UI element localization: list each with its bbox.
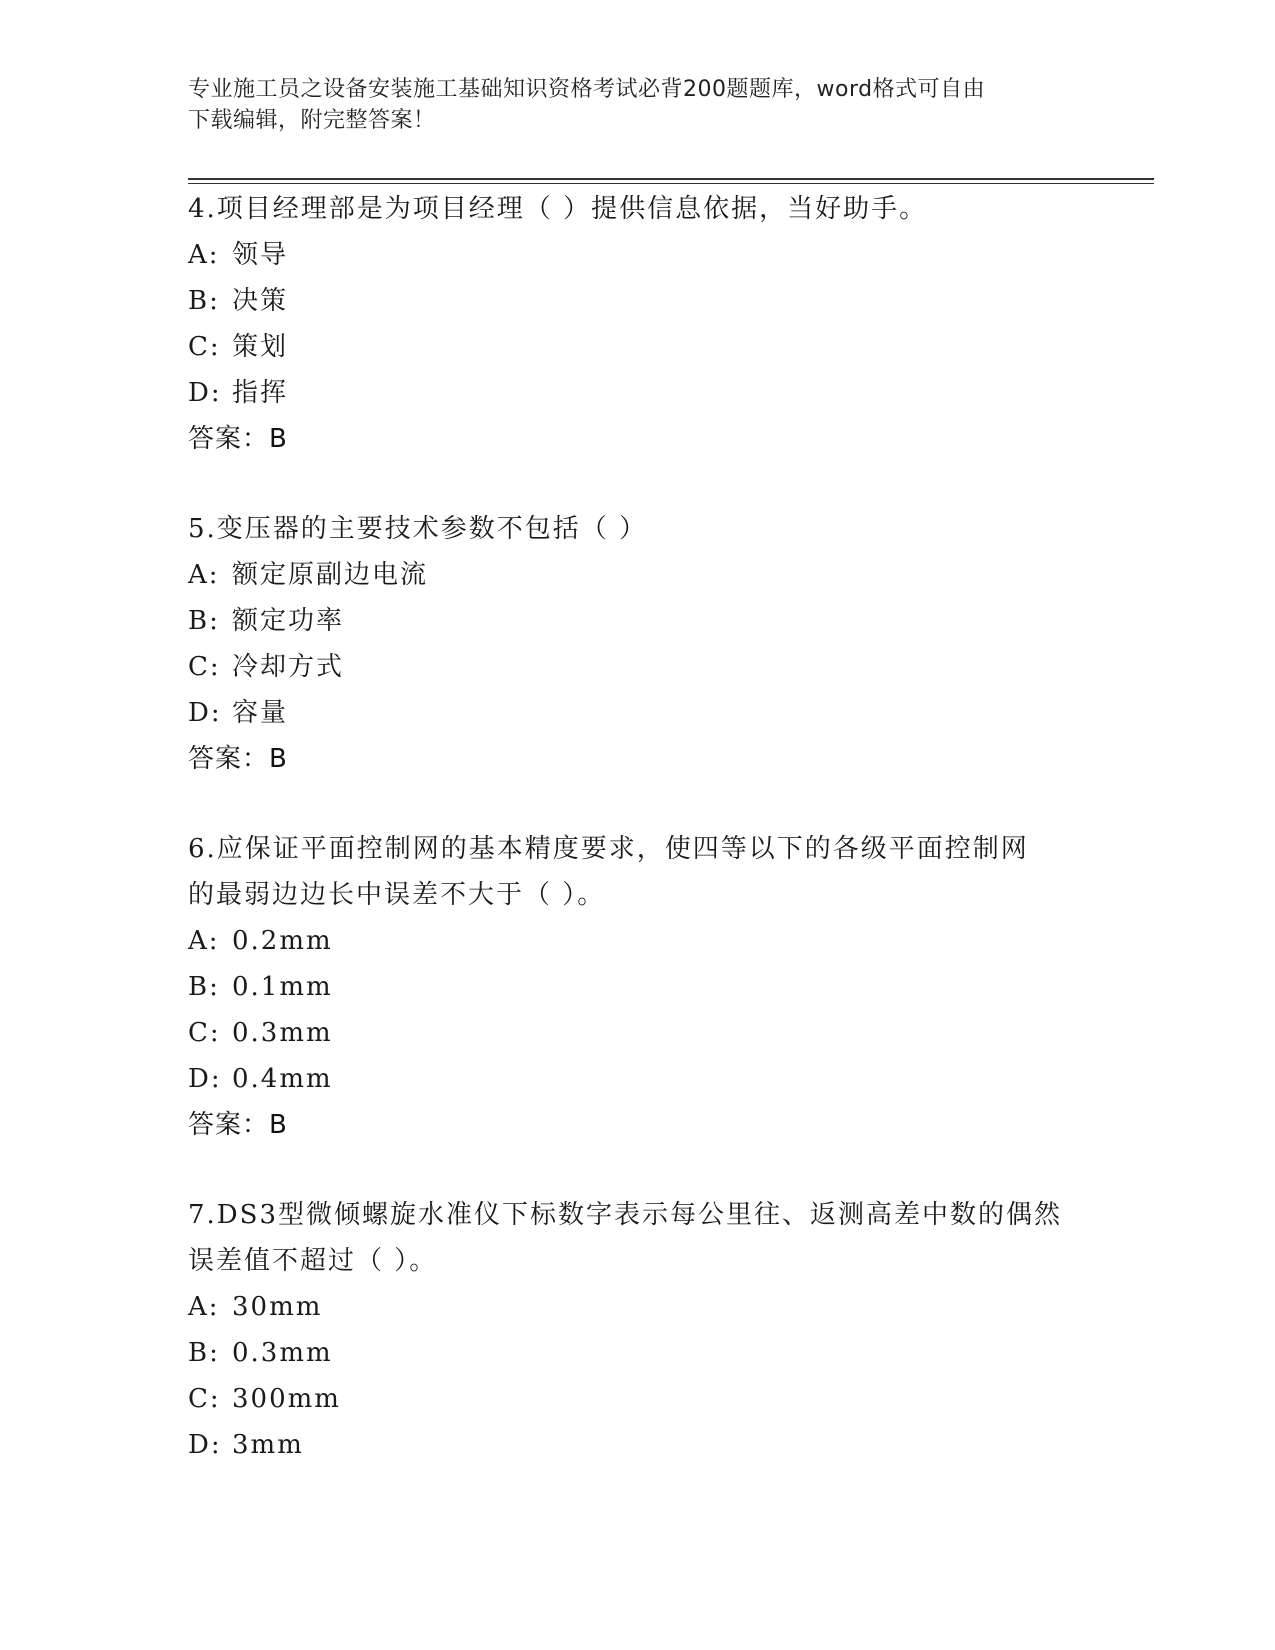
option-d bbox=[188, 1056, 1088, 1102]
option-letter: A: bbox=[188, 926, 220, 956]
option-b bbox=[188, 598, 1088, 644]
option-text: 冷却方式 bbox=[232, 652, 345, 682]
header-divider-thick bbox=[188, 178, 1154, 180]
option-text: 300mm bbox=[232, 1384, 341, 1414]
answer-line: 答案：B bbox=[188, 1110, 288, 1140]
option-d bbox=[188, 690, 1088, 736]
option-c bbox=[188, 1010, 1088, 1056]
option-letter: B: bbox=[188, 286, 220, 316]
option-letter: C: bbox=[188, 1018, 221, 1048]
option-letter: D: bbox=[188, 698, 222, 728]
option-text: 0.3mm bbox=[232, 1018, 333, 1048]
option-text: 0.3mm bbox=[232, 1338, 333, 1368]
question-5 bbox=[188, 506, 1088, 782]
option-letter: A: bbox=[188, 240, 220, 270]
question-stem: 6.应保证平面控制网的基本精度要求，使四等以下的各级平面控制网 bbox=[188, 834, 1029, 864]
option-letter: C: bbox=[188, 1384, 221, 1414]
option-letter: A: bbox=[188, 560, 220, 590]
option-letter: B: bbox=[188, 1338, 220, 1368]
option-d bbox=[188, 1422, 1088, 1468]
option-text: 0.4mm bbox=[232, 1064, 333, 1094]
option-letter: D: bbox=[188, 378, 222, 408]
option-text: 容量 bbox=[232, 698, 289, 728]
option-letter: A: bbox=[188, 1292, 220, 1322]
document-header bbox=[188, 74, 1068, 136]
option-text: 3mm bbox=[232, 1430, 304, 1460]
option-text: 决策 bbox=[232, 286, 289, 316]
option-d bbox=[188, 370, 1088, 416]
option-b bbox=[188, 964, 1088, 1010]
question-stem-continued: 误差值不超过（ ）。 bbox=[188, 1246, 438, 1276]
header-divider-thin bbox=[188, 183, 1154, 184]
question-stem: 5.变压器的主要技术参数不包括（ ） bbox=[188, 514, 648, 544]
option-c bbox=[188, 644, 1088, 690]
option-letter: B: bbox=[188, 972, 220, 1002]
header-line-2: 下载编辑，附完整答案！ bbox=[188, 108, 436, 133]
question-stem-continued: 的最弱边边长中误差不大于（ ）。 bbox=[188, 880, 606, 910]
option-text: 领导 bbox=[232, 240, 289, 270]
question-stem: 4.项目经理部是为项目经理（ ）提供信息依据，当好助手。 bbox=[188, 194, 928, 224]
option-c bbox=[188, 324, 1088, 370]
option-text: 0.2mm bbox=[232, 926, 333, 956]
option-a bbox=[188, 1284, 1088, 1330]
answer-line: 答案：B bbox=[188, 424, 288, 454]
option-a bbox=[188, 552, 1088, 598]
question-7 bbox=[188, 1192, 1088, 1468]
header-line-1: 专业施工员之设备安装施工基础知识资格考试必背200题题库，word格式可自由 bbox=[188, 77, 986, 102]
option-letter: C: bbox=[188, 652, 221, 682]
option-text: 30mm bbox=[232, 1292, 323, 1322]
option-text: 额定功率 bbox=[232, 606, 345, 636]
question-6 bbox=[188, 826, 1088, 1148]
option-a bbox=[188, 918, 1088, 964]
question-stem: 7.DS3型微倾螺旋水准仪下标数字表示每公里往、返测高差中数的偶然 bbox=[188, 1200, 1063, 1230]
option-letter: B: bbox=[188, 606, 220, 636]
option-text: 0.1mm bbox=[232, 972, 333, 1002]
option-c bbox=[188, 1376, 1088, 1422]
answer-line: 答案：B bbox=[188, 744, 288, 774]
option-b bbox=[188, 1330, 1088, 1376]
option-b bbox=[188, 278, 1088, 324]
option-letter: D: bbox=[188, 1064, 222, 1094]
question-list bbox=[188, 186, 1088, 1512]
option-letter: C: bbox=[188, 332, 221, 362]
option-a bbox=[188, 232, 1088, 278]
question-4 bbox=[188, 186, 1088, 462]
option-text: 指挥 bbox=[232, 378, 289, 408]
option-letter: D: bbox=[188, 1430, 222, 1460]
option-text: 额定原副边电流 bbox=[232, 560, 429, 590]
option-text: 策划 bbox=[232, 332, 289, 362]
